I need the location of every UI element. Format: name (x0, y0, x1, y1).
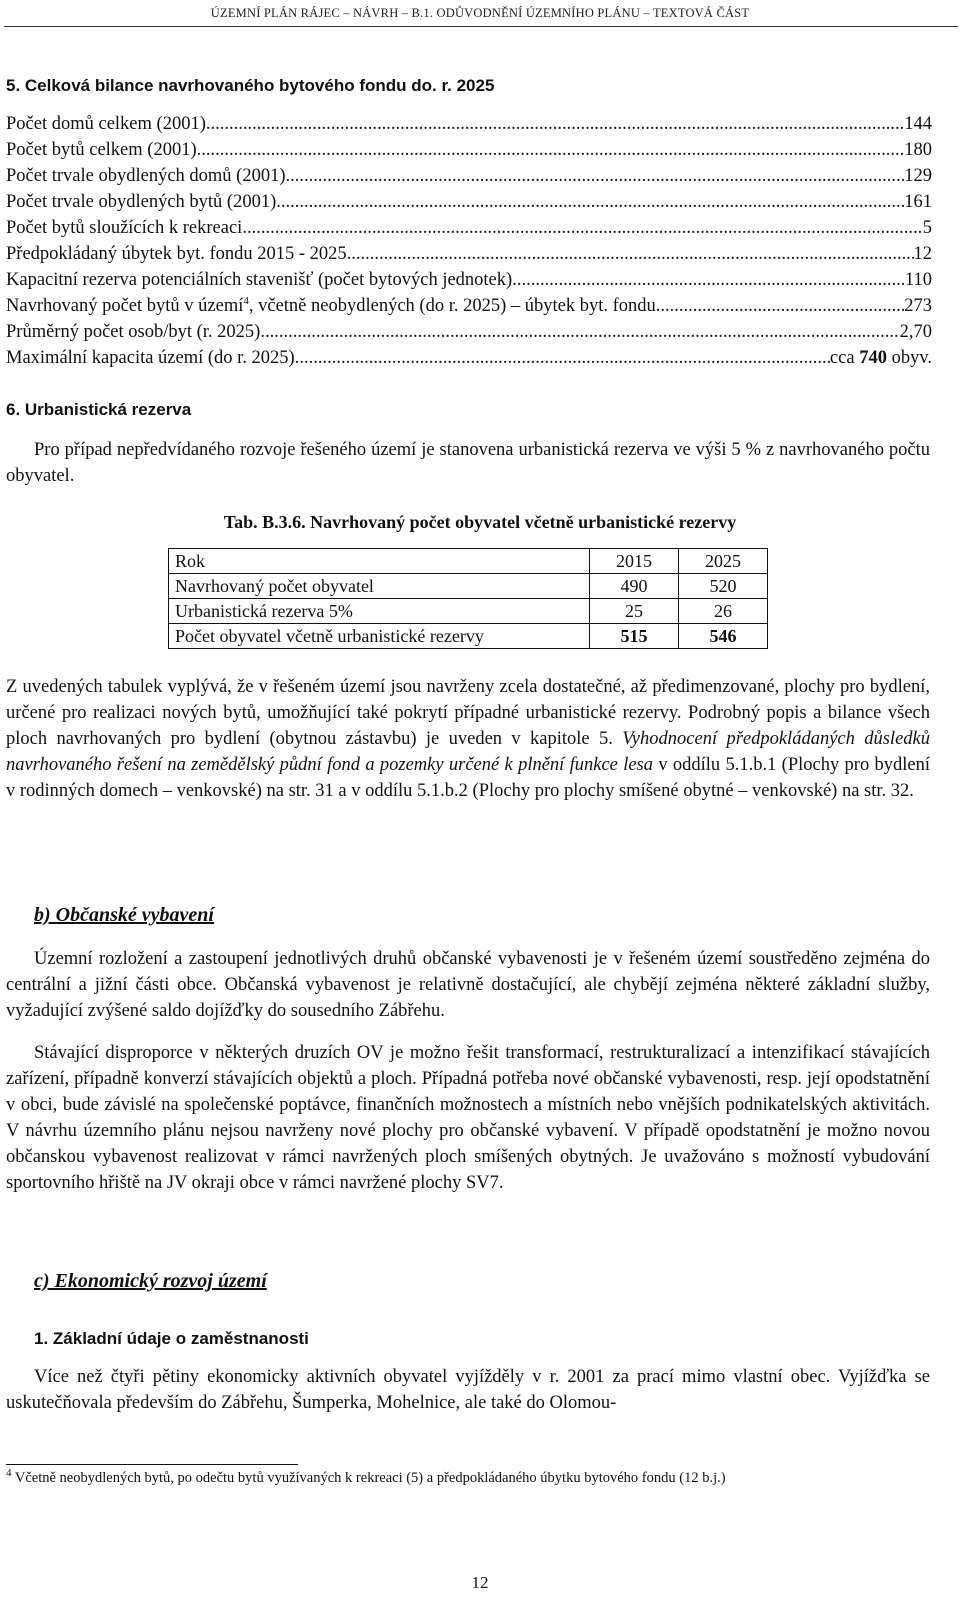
table-row (169, 624, 768, 649)
table-cell: 2015 (590, 549, 679, 574)
section-5-title: 5. Celková bilance navrhovaného bytového fondu do. r. 2025 (6, 76, 495, 95)
balance-value: 161 (904, 192, 932, 212)
table-cell: 546 (679, 624, 768, 649)
section-6-conclusion: Z uvedených tabulek vyplývá, že v řešeném území jsou navrženy zcela dostatečné, až předimenzované, plochy pro bydlení, určené pro realizaci nových bytů, umožňující také pokrytí případné urbanistické rezervy. Podrobný popis a bilance všech ploch navrhovaných pro bydlení (obytnou zástavbu) je uveden v kapitole 5. Vyhodnocení předpokládaných důsledků navrhovaného řešení na zemědělský půdní fond a pozemky určené k plnění funkce lesa v oddílu 5.1.b.1 (Plochy pro bydlení v rodinných domech – venkovské) na str. 31 a v oddílu 5.1.b.2 (Plochy pro plochy smíšené obytné – venkovské) na str. 32. (6, 677, 931, 801)
table-cell: 25 (590, 599, 679, 624)
section-c-subtitle: 1. Základní údaje o zaměstnanosti (34, 1329, 309, 1348)
table-cell: Urbanistická rezerva 5% (169, 599, 590, 624)
balance-value: cca 740 obyv. (829, 348, 932, 368)
population-table (168, 548, 768, 649)
balance-label: Navrhovaný počet bytů v území$^4$, včetně neobydlených (do r. 2025) – úbytek byt. fondu (6, 294, 656, 316)
balance-label: Maximální kapacita území (do r. 2025) (6, 348, 295, 368)
table-cell: 2025 (679, 549, 768, 574)
balance-row (6, 218, 932, 244)
page-header: ÚZEMNÍ PLÁN RÁJEC – NÁVRH – B.1. ODŮVODNĚNÍ ÚZEMNÍHO PLÁNU – TEXTOVÁ ČÁST (210, 6, 750, 20)
balance-row (6, 192, 932, 218)
balance-row (6, 114, 932, 140)
section-b-paragraph-2: Stávající disproporce v některých druzích OV je možno řešit transformací, restrukturalizací a intenzifikací stávajících zařízení, případně konverzí stávajících objektů a ploch. Případná potřeba nové občanské vybavenosti, resp. její opodstatnění v obci, bude závislé na společenské poptávce, finančních možnostech a místních nebo vnějších podnikatelských aktivitách. V návrhu územního plánu nejsou navrženy nové plochy pro občanské vybavení. V případě opodstatnění je možno novou občanskou vybavenost realizovat v rámci navržených ploch smíšených obytných. Je uvažováno s možností vybudování sportovního hřiště na JV okraji obce v rámci navržené plochy SV7. (6, 1043, 930, 1193)
balance-value: 12 (913, 244, 932, 264)
section-6-title: 6. Urbanistická rezerva (6, 400, 192, 419)
balance-row (6, 140, 932, 166)
balance-label: Předpokládaný úbytek byt. fondu 2015 - 2025 (6, 244, 347, 264)
balance-value: 110 (904, 270, 932, 290)
balance-label: Počet domů celkem (2001) (6, 114, 206, 134)
table-cell: 490 (590, 574, 679, 599)
balance-label: Počet trvale obydlených bytů (2001) (6, 192, 277, 212)
section-b-paragraph-1: Územní rozložení a zastoupení jednotlivých druhů občanské vybavenosti je v řešeném území soustředěno zejména do centrální a jižní části obce. Občanská vybavenost je relativně dostačující, ale chybějí zejména některé základní služby, vyžadující zvýšené saldo dojížďky do sousedního Zábřehu. (6, 949, 930, 1021)
table-row (169, 599, 768, 624)
balance-value: 2,70 (899, 322, 932, 342)
footnote: $^4$ Včetně neobydlených bytů, po odečtu bytů využívaných k rekreaci (5) a předpokládaného úbytku bytového fondu (12 b.j.) (6, 1467, 726, 1486)
table-cell: Počet obyvatel včetně urbanistické rezervy (169, 624, 590, 649)
balance-label: Počet trvale obydlených domů (2001) (6, 166, 286, 186)
balance-row (6, 348, 932, 374)
balance-label: Počet bytů sloužících k rekreaci (6, 218, 243, 238)
balance-row (6, 270, 932, 296)
table-cell: 26 (679, 599, 768, 624)
balance-label: Počet bytů celkem (2001) (6, 140, 197, 160)
balance-value: 5 (922, 218, 932, 238)
balance-row (6, 244, 932, 270)
balance-value: 144 (904, 114, 932, 134)
table-row (169, 574, 768, 599)
balance-row (6, 166, 932, 192)
page-number: 12 (471, 1573, 489, 1592)
table-cell: 520 (679, 574, 768, 599)
header-divider (4, 26, 958, 27)
balance-value: 180 (904, 140, 932, 160)
table-cell: 515 (590, 624, 679, 649)
table-cell: Navrhovaný počet obyvatel (169, 574, 590, 599)
balance-label: Kapacitní rezerva potenciálních stavenišť (počet bytových jednotek) (6, 270, 513, 290)
footnote-ref: 4 (243, 294, 249, 307)
balance-row (6, 296, 932, 322)
table-cell: Rok (169, 549, 590, 574)
section-b-title: b) Občanské vybavení (34, 904, 214, 926)
table-row (169, 549, 768, 574)
footnote-mark: 4 (6, 1467, 12, 1480)
balance-value: 273 (904, 296, 932, 316)
section-6-paragraph: Pro případ nepředvídaného rozvoje řešeného území je stanovena urbanistická rezerva ve výši 5 % z navrhovaného počtu obyvatel. (6, 440, 930, 486)
table-caption: Tab. B.3.6. Navrhovaný počet obyvatel včetně urbanistické rezervy (223, 512, 737, 532)
balance-row (6, 322, 932, 348)
balance-value: 129 (904, 166, 932, 186)
footnote-divider (6, 1464, 298, 1465)
section-c-paragraph: Více než čtyři pětiny ekonomicky aktivních obyvatel vyjížděly v r. 2001 za prací mimo vlastní obec. Vyjížďka se uskutečňovala především do Zábřehu, Šumperka, Mohelnice, ale také do Olomou- (6, 1367, 930, 1413)
section-c-title: c) Ekonomický rozvoj území (34, 1270, 267, 1292)
balance-label: Průměrný počet osob/byt (r. 2025) (6, 322, 261, 342)
